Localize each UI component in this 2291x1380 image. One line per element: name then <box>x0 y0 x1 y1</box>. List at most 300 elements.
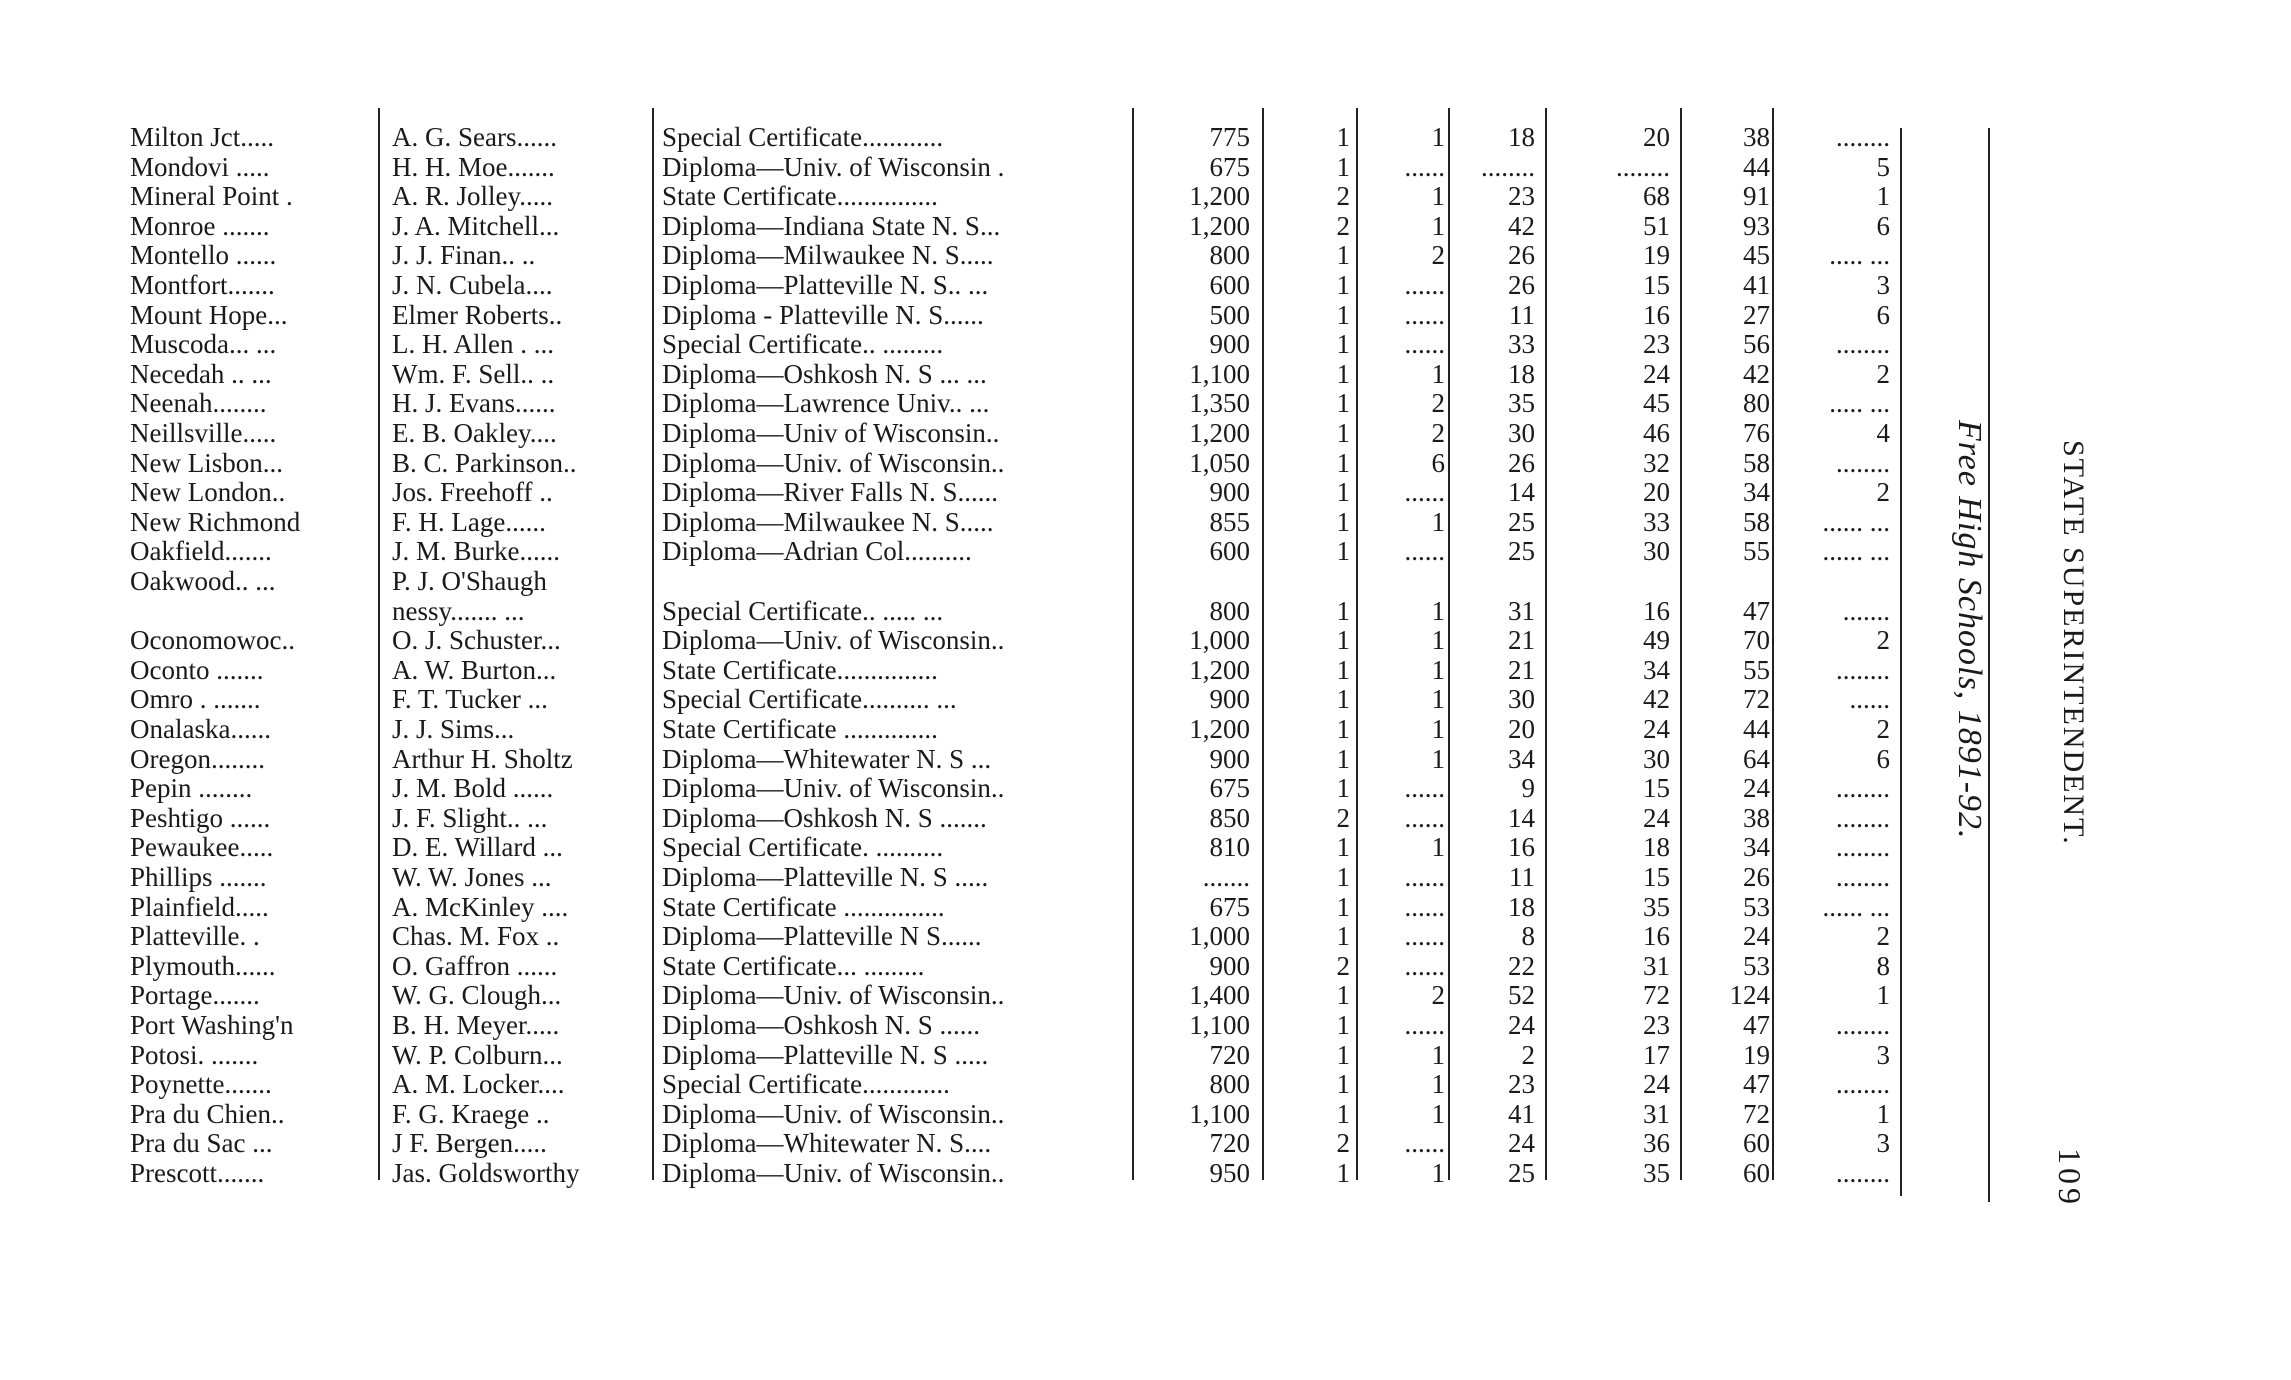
salary: 720 <box>1209 1039 1250 1070</box>
town-name: Portage....... <box>130 980 260 1011</box>
count-1: 1 <box>1336 329 1350 360</box>
count-1: 1 <box>1336 773 1350 804</box>
salary: 800 <box>1209 1069 1250 1100</box>
salary: 1,200 <box>1189 210 1250 241</box>
salary: 600 <box>1209 536 1250 567</box>
count-1: 1 <box>1336 1039 1350 1070</box>
town-name: Muscoda... ... <box>130 329 277 360</box>
table-row <box>0 270 1900 300</box>
qualification: Diploma—Milwaukee N. S..... <box>662 240 994 271</box>
principal-name: A. G. Sears...... <box>392 122 557 152</box>
table-row <box>0 181 1900 211</box>
salary: 675 <box>1209 773 1250 804</box>
count-5: 60 <box>1743 1158 1770 1188</box>
count-3: 30 <box>1508 418 1535 448</box>
table-row <box>0 773 1900 803</box>
count-6: ........ <box>1836 122 1890 152</box>
count-1: 1 <box>1336 684 1350 715</box>
count-2: 1 <box>1431 506 1445 537</box>
count-4: 30 <box>1643 743 1670 774</box>
table-row <box>0 507 1900 537</box>
count-6: ....... <box>1842 595 1890 626</box>
qualification: Diploma—Univ. of Wisconsin.. <box>662 625 1005 656</box>
qualification: Diploma—Oshkosh N. S ...... <box>662 1010 981 1040</box>
town-name: Poynette....... <box>130 1069 272 1100</box>
qualification: Special Certificate............. <box>662 1069 950 1100</box>
salary: 810 <box>1209 832 1250 863</box>
column-rule <box>652 108 654 1180</box>
count-3: 22 <box>1508 950 1535 981</box>
count-6: ...... ... <box>1822 506 1890 537</box>
count-2: 1 <box>1431 1039 1445 1070</box>
count-4: 35 <box>1643 891 1670 922</box>
principal-name: J. J. Sims... <box>392 714 515 744</box>
column-rule <box>1356 108 1358 1180</box>
count-3: 21 <box>1508 654 1535 685</box>
town-name: Potosi. ....... <box>130 1039 259 1070</box>
principal-name: O. J. Schuster... <box>392 625 561 656</box>
qualification: Diploma—Univ of Wisconsin.. <box>662 418 1000 448</box>
count-5: 64 <box>1743 743 1770 774</box>
table-row <box>0 1099 1900 1129</box>
salary: 675 <box>1209 151 1250 182</box>
salary: 1,000 <box>1189 625 1250 656</box>
salary: 1,100 <box>1189 358 1250 389</box>
count-5: 41 <box>1743 270 1770 300</box>
count-5: 58 <box>1743 447 1770 478</box>
qualification: Diploma—Indiana State N. S... <box>662 210 1001 241</box>
table-row <box>0 240 1900 270</box>
count-5: 45 <box>1743 240 1770 271</box>
town-name: Monroe ....... <box>130 210 270 241</box>
count-1: 1 <box>1336 536 1350 567</box>
salary: 900 <box>1209 329 1250 360</box>
count-4: 23 <box>1643 1010 1670 1040</box>
count-3: 42 <box>1508 210 1535 241</box>
table-row <box>0 359 1900 389</box>
count-4: 20 <box>1643 477 1670 508</box>
table-row <box>0 625 1900 655</box>
count-6: ........ <box>1836 654 1890 685</box>
town-name: Pepin ........ <box>130 773 253 804</box>
count-6: 6 <box>1876 210 1890 241</box>
salary: ....... <box>1202 862 1250 892</box>
section-rule <box>1900 128 1902 1196</box>
table-row <box>0 1010 1900 1040</box>
count-2: 1 <box>1431 832 1445 863</box>
qualification: Diploma - Platteville N. S...... <box>662 299 984 330</box>
count-2: ...... <box>1404 329 1445 360</box>
count-6: 1 <box>1876 1098 1890 1129</box>
count-5: 34 <box>1743 477 1770 508</box>
qualification: Diploma—Univ. of Wisconsin . <box>662 151 1005 182</box>
count-2: ...... <box>1404 950 1445 981</box>
qualification: Diploma—Lawrence Univ.. ... <box>662 388 990 419</box>
count-6: ...... <box>1849 684 1890 715</box>
count-2: 2 <box>1431 388 1445 419</box>
salary: 950 <box>1209 1158 1250 1188</box>
section-rule <box>1988 128 1990 1202</box>
qualification: Special Certificate.. ......... <box>662 329 944 360</box>
town-name: Necedah .. ... <box>130 358 272 389</box>
town-name: Phillips ....... <box>130 862 267 892</box>
count-1: 1 <box>1336 743 1350 774</box>
count-4: 16 <box>1643 299 1670 330</box>
table-row <box>0 122 1900 152</box>
count-6: 3 <box>1876 1128 1890 1159</box>
count-4: 15 <box>1643 270 1670 300</box>
qualification: State Certificate............... <box>662 181 938 212</box>
count-2: ...... <box>1404 921 1445 952</box>
count-6: 1 <box>1876 980 1890 1011</box>
qualification: Diploma—Adrian Col.......... <box>662 536 972 567</box>
count-1: 1 <box>1336 832 1350 863</box>
principal-name: F. G. Kraege .. <box>392 1098 550 1129</box>
table-row <box>0 477 1900 507</box>
qualification: Diploma—Platteville N. S.. ... <box>662 270 989 300</box>
principal-name: Wm. F. Sell.. .. <box>392 358 555 389</box>
count-4: 19 <box>1643 240 1670 271</box>
table-row <box>0 832 1900 862</box>
qualification: Diploma—Univ. of Wisconsin.. <box>662 447 1005 478</box>
town-name: Oakfield....... <box>130 536 272 567</box>
count-6: ........ <box>1836 1158 1890 1188</box>
qualification: Diploma—Platteville N. S ..... <box>662 1039 989 1070</box>
qualification: Diploma—Univ. of Wisconsin.. <box>662 1098 1005 1129</box>
town-name: Plainfield..... <box>130 891 269 922</box>
count-1: 1 <box>1336 151 1350 182</box>
town-name: Oconto ....... <box>130 654 264 685</box>
count-5: 19 <box>1743 1039 1770 1070</box>
count-3: 24 <box>1508 1010 1535 1040</box>
count-6: 4 <box>1876 418 1890 448</box>
count-4: 31 <box>1643 1098 1670 1129</box>
count-5: 72 <box>1743 684 1770 715</box>
count-6: ........ <box>1836 447 1890 478</box>
table-row <box>0 803 1900 833</box>
principal-name: Chas. M. Fox .. <box>392 921 560 952</box>
count-3: 14 <box>1508 802 1535 833</box>
count-6: 6 <box>1876 743 1890 774</box>
count-6: 2 <box>1876 921 1890 952</box>
count-3: 14 <box>1508 477 1535 508</box>
count-4: 72 <box>1643 980 1670 1011</box>
count-3: 41 <box>1508 1098 1535 1129</box>
count-1: 1 <box>1336 418 1350 448</box>
count-3: 18 <box>1508 122 1535 152</box>
table-row <box>0 744 1900 774</box>
principal-name: Jas. Goldsworthy <box>392 1158 580 1188</box>
table-row <box>0 152 1900 182</box>
count-4: 33 <box>1643 506 1670 537</box>
count-5: 124 <box>1729 980 1770 1011</box>
count-4: 15 <box>1643 773 1670 804</box>
principal-name: J F. Bergen..... <box>392 1128 547 1159</box>
count-1: 1 <box>1336 1158 1350 1188</box>
column-rule <box>1772 108 1774 1180</box>
count-2: ...... <box>1404 1010 1445 1040</box>
salary: 720 <box>1209 1128 1250 1159</box>
town-name: Oakwood.. ... <box>130 566 276 596</box>
count-4: 46 <box>1643 418 1670 448</box>
town-name: Peshtigo ...... <box>130 802 271 833</box>
town-name: New London.. <box>130 477 286 508</box>
count-1: 2 <box>1336 802 1350 833</box>
table-row <box>0 655 1900 685</box>
count-3: 8 <box>1521 921 1535 952</box>
count-3: 9 <box>1521 773 1535 804</box>
qualification: Diploma—Univ. of Wisconsin.. <box>662 773 1005 804</box>
principal-name: A. W. Burton... <box>392 654 557 685</box>
count-2: ...... <box>1404 299 1445 330</box>
column-rule <box>1545 108 1547 1180</box>
count-1: 1 <box>1336 1010 1350 1040</box>
count-6: ........ <box>1836 1069 1890 1100</box>
table-row <box>0 448 1900 478</box>
qualification: State Certificate ............... <box>662 891 945 922</box>
principal-name: E. B. Oakley.... <box>392 418 557 448</box>
page-number: 109 <box>2052 1148 2088 1208</box>
qualification: Special Certificate............ <box>662 122 944 152</box>
column-rule <box>1132 108 1134 1180</box>
town-name: Oconomowoc.. <box>130 625 295 656</box>
count-6: ..... ... <box>1829 240 1890 271</box>
count-5: 44 <box>1743 714 1770 744</box>
qualification: Diploma—Oshkosh N. S ... ... <box>662 358 987 389</box>
count-3: 26 <box>1508 240 1535 271</box>
salary: 500 <box>1209 299 1250 330</box>
count-2: 1 <box>1431 625 1445 656</box>
count-4: 36 <box>1643 1128 1670 1159</box>
qualification: Diploma—Univ. of Wisconsin.. <box>662 1158 1005 1188</box>
count-4: 30 <box>1643 536 1670 567</box>
count-2: 1 <box>1431 181 1445 212</box>
salary: 600 <box>1209 270 1250 300</box>
count-5: 24 <box>1743 773 1770 804</box>
count-4: 23 <box>1643 329 1670 360</box>
salary: 900 <box>1209 743 1250 774</box>
salary: 1,100 <box>1189 1098 1250 1129</box>
count-4: 51 <box>1643 210 1670 241</box>
table-row <box>0 1069 1900 1099</box>
count-3: ........ <box>1481 151 1535 182</box>
qualification: Diploma—Oshkosh N. S ....... <box>662 802 987 833</box>
count-3: 18 <box>1508 891 1535 922</box>
count-3: 20 <box>1508 714 1535 744</box>
count-1: 1 <box>1336 980 1350 1011</box>
qualification: Diploma—Whitewater N. S ... <box>662 743 992 774</box>
count-5: 55 <box>1743 654 1770 685</box>
count-2: 1 <box>1431 210 1445 241</box>
salary: 775 <box>1209 122 1250 152</box>
count-3: 30 <box>1508 684 1535 715</box>
qualification: Special Certificate.. ..... ... <box>662 595 944 626</box>
town-name: Plymouth...... <box>130 950 276 981</box>
principal-name: A. M. Locker.... <box>392 1069 565 1100</box>
salary: 1,200 <box>1189 418 1250 448</box>
count-3: 25 <box>1508 536 1535 567</box>
count-3: 18 <box>1508 358 1535 389</box>
town-name: Omro . ....... <box>130 684 261 715</box>
count-5: 42 <box>1743 358 1770 389</box>
salary: 1,050 <box>1189 447 1250 478</box>
count-5: 91 <box>1743 181 1770 212</box>
count-1: 1 <box>1336 506 1350 537</box>
town-name: Mount Hope... <box>130 299 288 330</box>
column-rule <box>1448 108 1450 1180</box>
town-name: New Lisbon... <box>130 447 283 478</box>
principal-name: A. McKinley .... <box>392 891 569 922</box>
table-row <box>0 329 1900 359</box>
count-4: 68 <box>1643 181 1670 212</box>
count-3: 31 <box>1508 595 1535 626</box>
count-2: 1 <box>1431 358 1445 389</box>
count-1: 1 <box>1336 862 1350 892</box>
count-4: 15 <box>1643 862 1670 892</box>
town-name: Mineral Point . <box>130 181 293 212</box>
count-5: 55 <box>1743 536 1770 567</box>
count-4: 35 <box>1643 1158 1670 1188</box>
count-1: 1 <box>1336 1098 1350 1129</box>
count-5: 34 <box>1743 832 1770 863</box>
count-1: 1 <box>1336 714 1350 744</box>
qualification: Diploma—River Falls N. S...... <box>662 477 998 508</box>
count-2: ...... <box>1404 862 1445 892</box>
table-row <box>0 684 1900 714</box>
count-6: 6 <box>1876 299 1890 330</box>
salary: 1,200 <box>1189 181 1250 212</box>
principal-name: J. F. Slight.. ... <box>392 802 548 833</box>
town-name: Neillsville..... <box>130 418 277 448</box>
count-2: 1 <box>1431 1069 1445 1100</box>
count-4: 49 <box>1643 625 1670 656</box>
count-6: ..... ... <box>1829 388 1890 419</box>
count-1: 2 <box>1336 181 1350 212</box>
table-row <box>0 1158 1900 1188</box>
count-2: 1 <box>1431 1158 1445 1188</box>
count-1: 1 <box>1336 358 1350 389</box>
count-1: 2 <box>1336 1128 1350 1159</box>
table-row <box>0 566 1900 596</box>
principal-name: P. J. O'Shaugh <box>392 566 547 596</box>
town-name: Onalaska...... <box>130 714 271 744</box>
count-4: 24 <box>1643 1069 1670 1100</box>
principal-name: B. H. Meyer..... <box>392 1010 560 1040</box>
count-6: ...... ... <box>1822 891 1890 922</box>
town-name: New Richmond <box>130 506 301 537</box>
principal-name: Elmer Roberts.. <box>392 299 563 330</box>
qualification: Diploma—Univ. of Wisconsin.. <box>662 980 1005 1011</box>
count-6: 8 <box>1876 950 1890 981</box>
town-name: Neenah........ <box>130 388 267 419</box>
running-head: STATE SUPERINTENDENT. <box>2057 440 2090 846</box>
count-4: 24 <box>1643 714 1670 744</box>
count-5: 27 <box>1743 299 1770 330</box>
count-6: ........ <box>1836 862 1890 892</box>
count-1: 1 <box>1336 595 1350 626</box>
salary: 675 <box>1209 891 1250 922</box>
count-5: 80 <box>1743 388 1770 419</box>
count-2: 1 <box>1431 714 1445 744</box>
count-2: ...... <box>1404 802 1445 833</box>
count-5: 38 <box>1743 122 1770 152</box>
principal-name: H. H. Moe....... <box>392 151 555 182</box>
table-row <box>0 211 1900 241</box>
table-row <box>0 418 1900 448</box>
salary: 1,350 <box>1189 388 1250 419</box>
count-3: 23 <box>1508 181 1535 212</box>
salary: 800 <box>1209 240 1250 271</box>
principal-name: O. Gaffron ...... <box>392 950 558 981</box>
count-6: 2 <box>1876 477 1890 508</box>
principal-name: F. T. Tucker ... <box>392 684 548 715</box>
qualification: Diploma—Platteville N. S ..... <box>662 862 989 892</box>
count-4: 45 <box>1643 388 1670 419</box>
town-name: Milton Jct..... <box>130 122 275 152</box>
count-6: ...... ... <box>1822 536 1890 567</box>
count-5: 53 <box>1743 950 1770 981</box>
principal-name: J. N. Cubela.... <box>392 270 553 300</box>
count-5: 53 <box>1743 891 1770 922</box>
count-2: 1 <box>1431 1098 1445 1129</box>
count-2: ...... <box>1404 270 1445 300</box>
salary: 800 <box>1209 595 1250 626</box>
count-3: 33 <box>1508 329 1535 360</box>
count-4: 31 <box>1643 950 1670 981</box>
table-row <box>0 1040 1900 1070</box>
table-row <box>0 596 1900 626</box>
section-title: Free High Schools, 1891-92. <box>1951 420 1988 840</box>
principal-name: Arthur H. Sholtz <box>392 743 573 774</box>
town-name: Montello ...... <box>130 240 277 271</box>
count-1: 1 <box>1336 270 1350 300</box>
town-name: Pewaukee..... <box>130 832 274 863</box>
count-4: 16 <box>1643 921 1670 952</box>
count-4: ........ <box>1616 151 1670 182</box>
count-5: 76 <box>1743 418 1770 448</box>
town-name: Mondovi ..... <box>130 151 270 182</box>
count-5: 93 <box>1743 210 1770 241</box>
count-4: 20 <box>1643 122 1670 152</box>
table-row <box>0 388 1900 418</box>
qualification: Diploma—Milwaukee N. S..... <box>662 506 994 537</box>
count-5: 26 <box>1743 862 1770 892</box>
principal-name: J. A. Mitchell... <box>392 210 560 241</box>
count-3: 52 <box>1508 980 1535 1011</box>
count-5: 44 <box>1743 151 1770 182</box>
principal-name: A. R. Jolley..... <box>392 181 553 212</box>
salary: 900 <box>1209 684 1250 715</box>
salary: 900 <box>1209 477 1250 508</box>
qualification: Special Certificate.......... ... <box>662 684 957 715</box>
count-4: 32 <box>1643 447 1670 478</box>
count-3: 25 <box>1508 1158 1535 1188</box>
count-1: 1 <box>1336 921 1350 952</box>
count-3: 24 <box>1508 1128 1535 1159</box>
count-6: 5 <box>1876 151 1890 182</box>
count-3: 16 <box>1508 832 1535 863</box>
count-5: 47 <box>1743 1010 1770 1040</box>
qualification: State Certificate............... <box>662 654 938 685</box>
town-name: Port Washing'n <box>130 1010 294 1040</box>
count-3: 34 <box>1508 743 1535 774</box>
count-6: 2 <box>1876 625 1890 656</box>
count-1: 2 <box>1336 210 1350 241</box>
count-2: 1 <box>1431 654 1445 685</box>
count-6: 3 <box>1876 270 1890 300</box>
qualification: Diploma—Whitewater N. S.... <box>662 1128 992 1159</box>
principal-name: L. H. Allen . ... <box>392 329 554 360</box>
